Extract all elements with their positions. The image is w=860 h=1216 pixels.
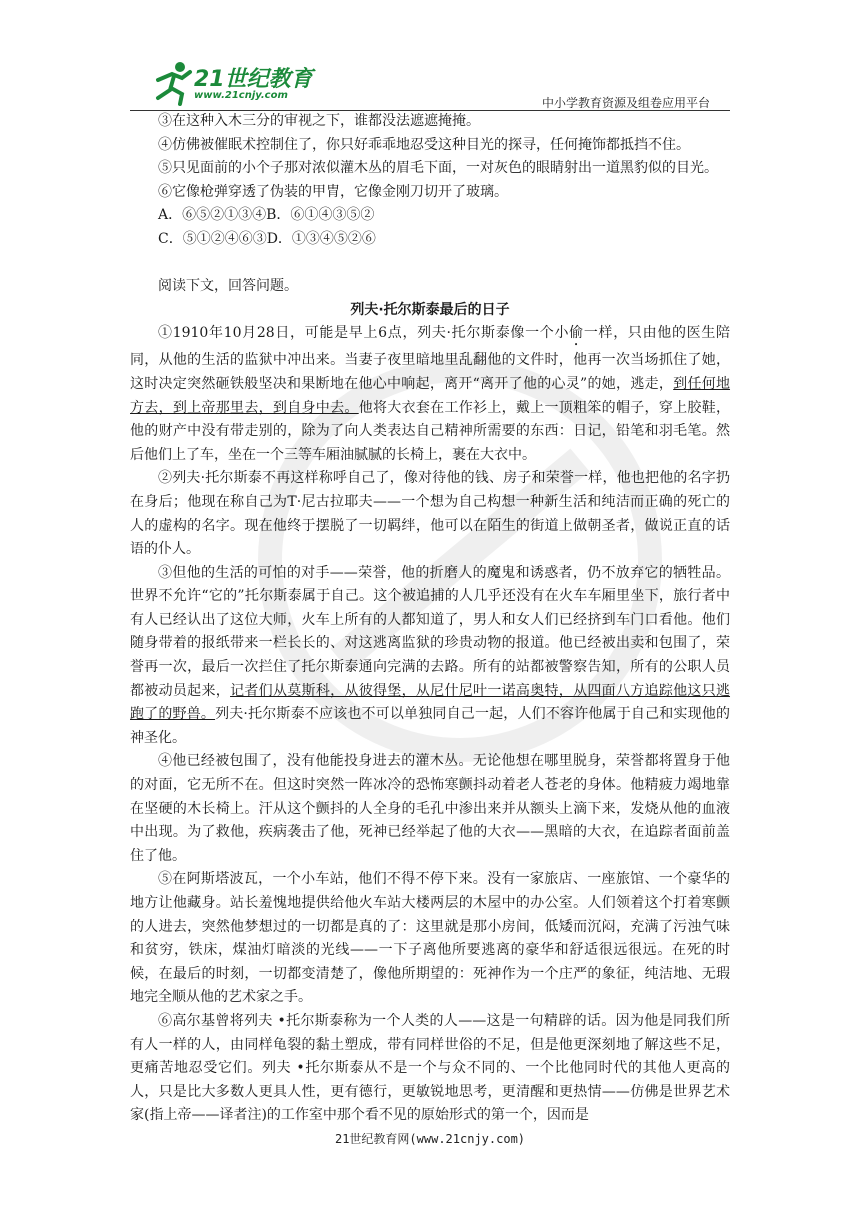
paragraph-1-text-c: 他将大衣套在工作衫上，戴上一顶粗笨的帽子，穿上胶鞋，他的财产中没有带走别的，除为了向人类表达自己精神所需要的东西：日记，铅笔和羽毛笔。然后他们上了车，坐在一个三等车厢油腻腻的长椅上，裹在大衣中。 [130, 399, 731, 463]
logo-url: www.21cnjy.com [194, 90, 288, 101]
paragraph-4: ④他已经被包围了，没有他能投身进去的灌木丛。无论他想在哪里脱身，荣誉都将置身于他的对面，它无所不在。但这时突然一阵冰冷的恐怖寒颤抖动着老人苍老的身体。他精疲力竭地靠在坚硬的木长椅上。汗从这个颤抖的人全身的毛孔中渗出来并从额头上滴下来，发烧从他的血液中出现。为了救他，疾病袭击了他，死神已经举起了他的大衣——黑暗的大衣，在追踪者面前盖住了他。 [130, 753, 730, 864]
paragraph-1 [130, 322, 730, 467]
emphasized-char: 偷 [569, 325, 584, 342]
logo [150, 60, 320, 106]
option-sentence-4: ④仿佛被催眠术控制住了，你只好乖乖地忍受这种目光的探寻，任何掩饰都抵挡不住。 [158, 136, 690, 153]
paragraph-3-text-b: 列夫·托尔斯泰不应该也不可以单独同自己一起，人们不容许他属于自己和实现他的神圣化。 [130, 706, 730, 746]
choice-a-b: A．⑥⑤②①③④B．⑥①④③⑤② [158, 207, 375, 224]
paragraph-2: ②列夫·托尔斯泰不再这样称呼自己了，像对待他的钱、房子和荣誉一样，他也把他的名字扔在身后；他现在称自己为T·尼古拉耶夫——一个想为自己构想一种新生活和纯洁而正确的死亡的人的虚构的名字。现在他终于摆脱了一切羁绊，他可以在陌生的街道上做朝圣者，做说正直的话语的仆人。 [130, 470, 730, 558]
option-sentence-5: ⑤只见面前的小个子那对浓似灌木丛的眉毛下面，一对灰色的眼睛射出一道黑豹似的目光。 [158, 160, 718, 177]
reading-instruction: 阅读下文，回答问题。 [158, 278, 298, 295]
paragraph-3 [130, 562, 730, 751]
option-sentence-6: ⑥它像枪弹穿透了伪装的甲胄，它像金刚刀切开了玻璃。 [158, 183, 508, 200]
logo-text: 21世纪教育 [194, 67, 313, 92]
paragraph-1-text-b: 一样，只由他的医生陪同，从他的生活的监狱中冲出来。当妻子夜里暗地里乱翻他的文件时，他再一次当场抓住了她，这时决定突然砸铁般坚决和果断地在他心中响起，离开“离开了他的心灵”的她，逃走， [130, 325, 730, 392]
paragraph-1-text-a: ①1910年10月28日，可能是早上6点，列夫·托尔斯泰像一个小 [158, 325, 570, 342]
paragraph-6: ⑥高尔基曾将列夫 •托尔斯泰称为一个人类的人——这是一句精辟的话。因为他是同我们所有人一样的人，由同样龟裂的黏土塑成，带有同样世俗的不足，但是他更深刻地了解这些不足，更痛苦地忍受它们。列夫 •托尔斯泰从不是一个与众不同的、一个比他同时代的其他人更高的人，只是比大多数人更具人性，更有德行，更敏锐地思考，更清醒和更热情——仿佛是世界艺术家(指上帝——译者注)的工作室中那个看不见的原始形式的第一个，因而是 [130, 1012, 730, 1124]
paragraph-3-text-a: ③但他的生活的可怕的对手——荣誉，他的折磨人的魔鬼和诱惑者，仍不放弃它的牺牲品。世界不允许“它的”托尔斯泰属于自己。这个被追捕的人几乎还没有在火车车厢里坐下，旅行者中有人已经认出了这位大师，火车上所有的人都知道了，男人和女人们已经挤到车门口看他。他们随身带着的报纸带来一栏长长的、对这逃离监狱的珍贵动物的报道。他已经被出卖和包围了，荣誉再一次，最后一次拦住了托尔斯泰通向完满的去路。所有的站都被警察告知，所有的公职人员都被动员起来， [130, 564, 730, 699]
paragraph-5: ⑤在阿斯塔波瓦，一个小车站，他们不得不停下来。没有一家旅店、一座旅馆、一个豪华的地方让他藏身。站长羞愧地提供给他火车站大楼两层的木屋中的办公室。人们领着这个打着寒颤的人进去，突然他梦想过的一切都是真的了：这里就是那小房间，低矮而沉闷，充满了污浊气味和贫穷，铁床，煤油灯暗淡的光线——一下子离他所要逃离的豪华和舒适很远很远。在死的时候，在最后的时刻，一切都变清楚了，像他所期望的：死神作为一个庄严的象征，纯洁地、无瑕地完全顺从他的艺术家之手。 [130, 871, 730, 1006]
page-footer: 21世纪教育网(www.21cnjy.com) [334, 1132, 526, 1146]
underlined-phrase-1: 到任何地方去，到上帝那里去，到自身中去。 [130, 375, 731, 416]
option-sentence-3: ③在这种入木三分的审视之下，谁都没法遮遮掩掩。 [158, 113, 480, 129]
document-body [130, 110, 730, 1128]
running-figure-icon [150, 60, 198, 106]
underlined-phrase-3: 记者们从莫斯科，从彼得堡，从尼什尼叶一诺高奥特，从四面八方追踪他这只逃跑了的野兽。 [130, 682, 731, 723]
article-title: 列夫·托尔斯泰最后的日子 [350, 301, 510, 318]
page-header [130, 60, 730, 111]
choice-c-d: C．⑤①②④⑥③D．①③④⑤②⑥ [158, 230, 376, 247]
platform-label: 中小学教育资源及组卷应用平台 [541, 96, 710, 110]
